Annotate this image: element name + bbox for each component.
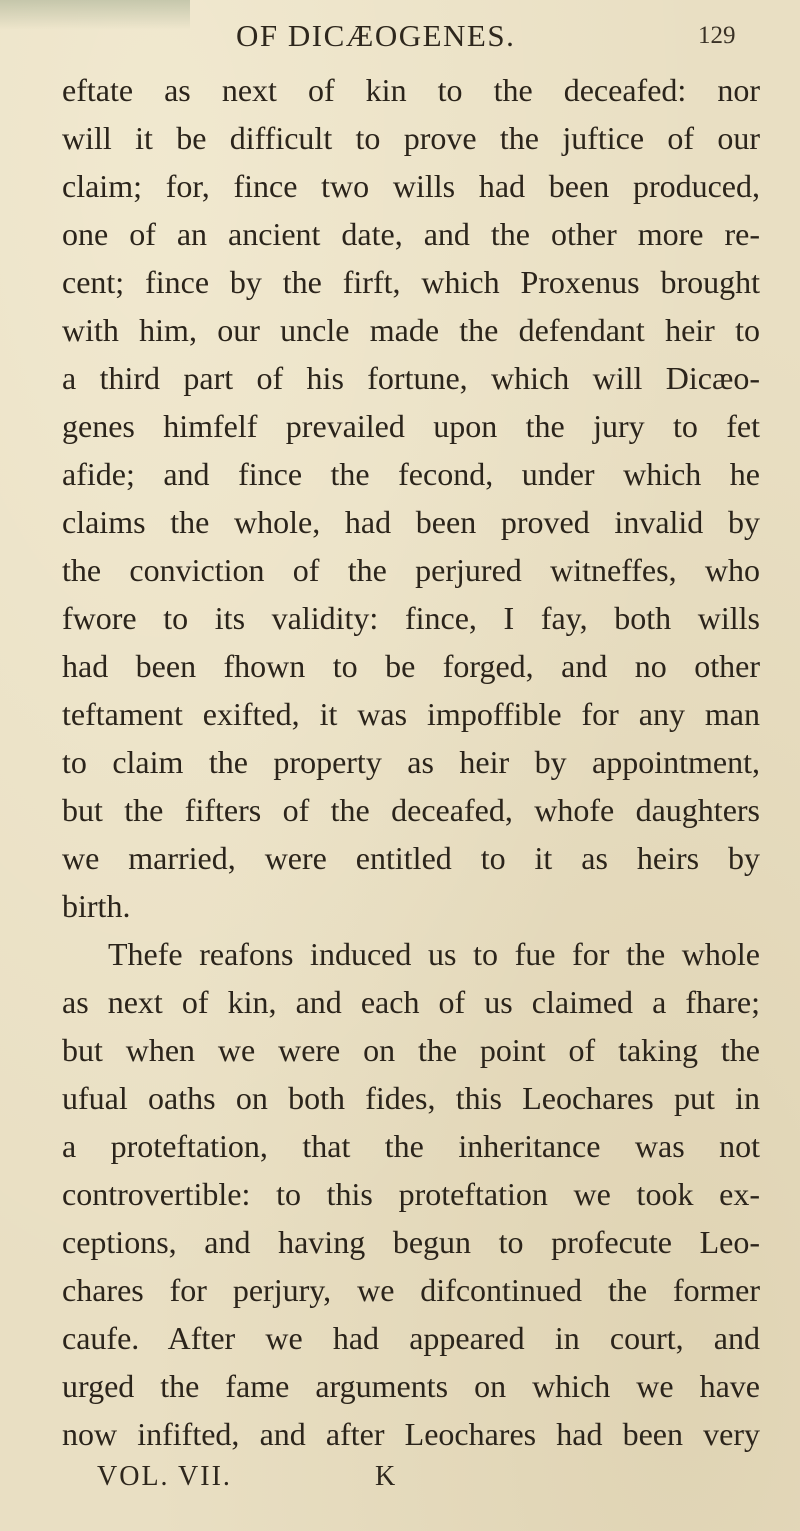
text-line: had been fhown to be forged, and no other [62, 648, 760, 684]
text-line: now infifted, and after Leochares had been very [62, 1416, 760, 1452]
text-line: genes himfelf prevailed upon the jury to fet [62, 408, 760, 444]
text-line: but when we were on the point of taking the [62, 1032, 760, 1068]
text-line: ufual oaths on both fides, this Leochares put in [62, 1080, 760, 1116]
volume-label: VOL. VII. [97, 1461, 232, 1492]
text-line: caufe. After we had appeared in court, and [62, 1320, 760, 1356]
text-line: eftate as next of kin to the deceafed: nor [62, 72, 760, 108]
text-line: claims the whole, had been proved invalid by [62, 504, 760, 540]
text-line: controvertible: to this proteftation we took ex- [62, 1176, 760, 1212]
running-title: OF DICÆOGENES. [236, 18, 516, 53]
text-line: as next of kin, and each of us claimed a fhare; [62, 984, 760, 1020]
text-line: cent; fince by the firft, which Proxenus brought [62, 264, 760, 300]
text-line: the conviction of the perjured witneffes, who [62, 552, 760, 588]
text-line: a proteftation, that the inheritance was not [62, 1128, 760, 1164]
paragraph-first-line: Thefe reafons induced us to fue for the whole [108, 936, 760, 972]
text-line: a third part of his fortune, which will Dicæo- [62, 360, 760, 396]
text-line: claim; for, fince two wills had been produced, [62, 168, 760, 204]
signature-mark: K [375, 1461, 396, 1492]
text-line: one of an ancient date, and the other more re- [62, 216, 760, 252]
text-line: we married, were entitled to it as heirs by [62, 840, 760, 876]
text-line: afide; and fince the fecond, under which he [62, 456, 760, 492]
text-line: ceptions, and having begun to profecute Leo- [62, 1224, 760, 1260]
text-line: chares for perjury, we difcontinued the former [62, 1272, 760, 1308]
text-line: will it be difficult to prove the juftice of our [62, 120, 760, 156]
page-number: 129 [698, 22, 736, 49]
text-line: fwore to its validity: fince, I fay, both wills [62, 600, 760, 636]
text-line: with him, our uncle made the defendant heir to [62, 312, 760, 348]
text-line: to claim the property as heir by appointment, [62, 744, 760, 780]
text-line: urged the fame arguments on which we have [62, 1368, 760, 1404]
text-line: but the fifters of the deceafed, whofe daughters [62, 792, 760, 828]
page-footer [0, 1461, 800, 1501]
text-line: birth. [62, 888, 131, 924]
running-head [0, 18, 800, 58]
text-line: teftament exifted, it was impoffible for any man [62, 696, 760, 732]
